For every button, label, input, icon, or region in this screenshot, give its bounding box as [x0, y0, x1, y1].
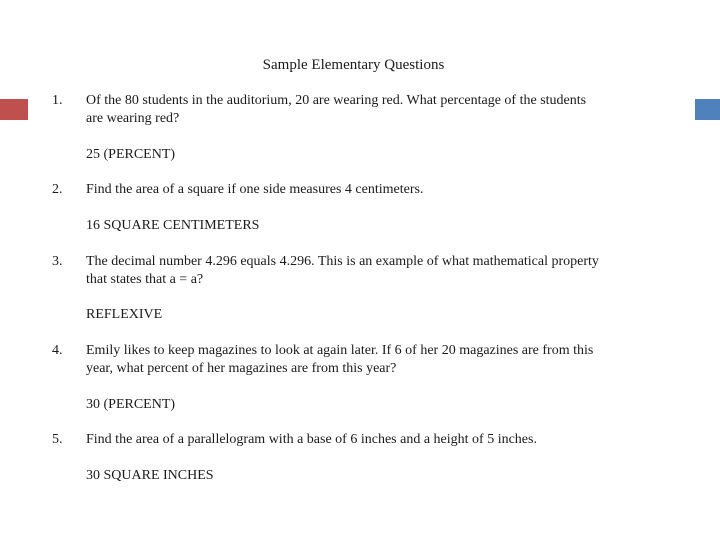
question-number: 1.	[52, 93, 63, 108]
answer-text: REFLEXIVE	[86, 307, 163, 322]
question-text	[86, 431, 666, 449]
left-accent-bar	[0, 99, 28, 120]
question-text	[86, 253, 666, 289]
question-line: year, what percent of her magazines are from this year?	[86, 361, 397, 376]
question-text	[86, 181, 666, 199]
question-line: Find the area of a parallelogram with a base of 6 inches and a height of 5 inches.	[86, 432, 537, 447]
question-line: Of the 80 students in the auditorium, 20 are wearing red. What percentage of the students	[86, 93, 587, 108]
question-text	[86, 92, 666, 128]
answer-text: 25 (PERCENT)	[86, 147, 176, 162]
question-line: are wearing red?	[86, 111, 180, 126]
question-number: 4.	[52, 343, 63, 358]
question-number: 3.	[52, 254, 63, 269]
question-line: that states that a = a?	[86, 272, 204, 287]
answer-text: 30 SQUARE INCHES	[86, 468, 214, 483]
question-number: 5.	[52, 432, 63, 447]
answer-text: 16 SQUARE CENTIMETERS	[86, 218, 260, 233]
question-line: The decimal number 4.296 equals 4.296. This is an example of what mathematical property	[86, 254, 599, 269]
question-text	[86, 342, 666, 378]
question-line: Emily likes to keep magazines to look at again later. If 6 of her 20 magazines are from this	[86, 343, 594, 358]
page-title: Sample Elementary Questions	[262, 57, 445, 73]
question-line: Find the area of a square if one side measures 4 centimeters.	[86, 182, 424, 197]
question-number: 2.	[52, 182, 63, 197]
answer-text: 30 (PERCENT)	[86, 397, 176, 412]
right-accent-bar	[695, 99, 720, 120]
